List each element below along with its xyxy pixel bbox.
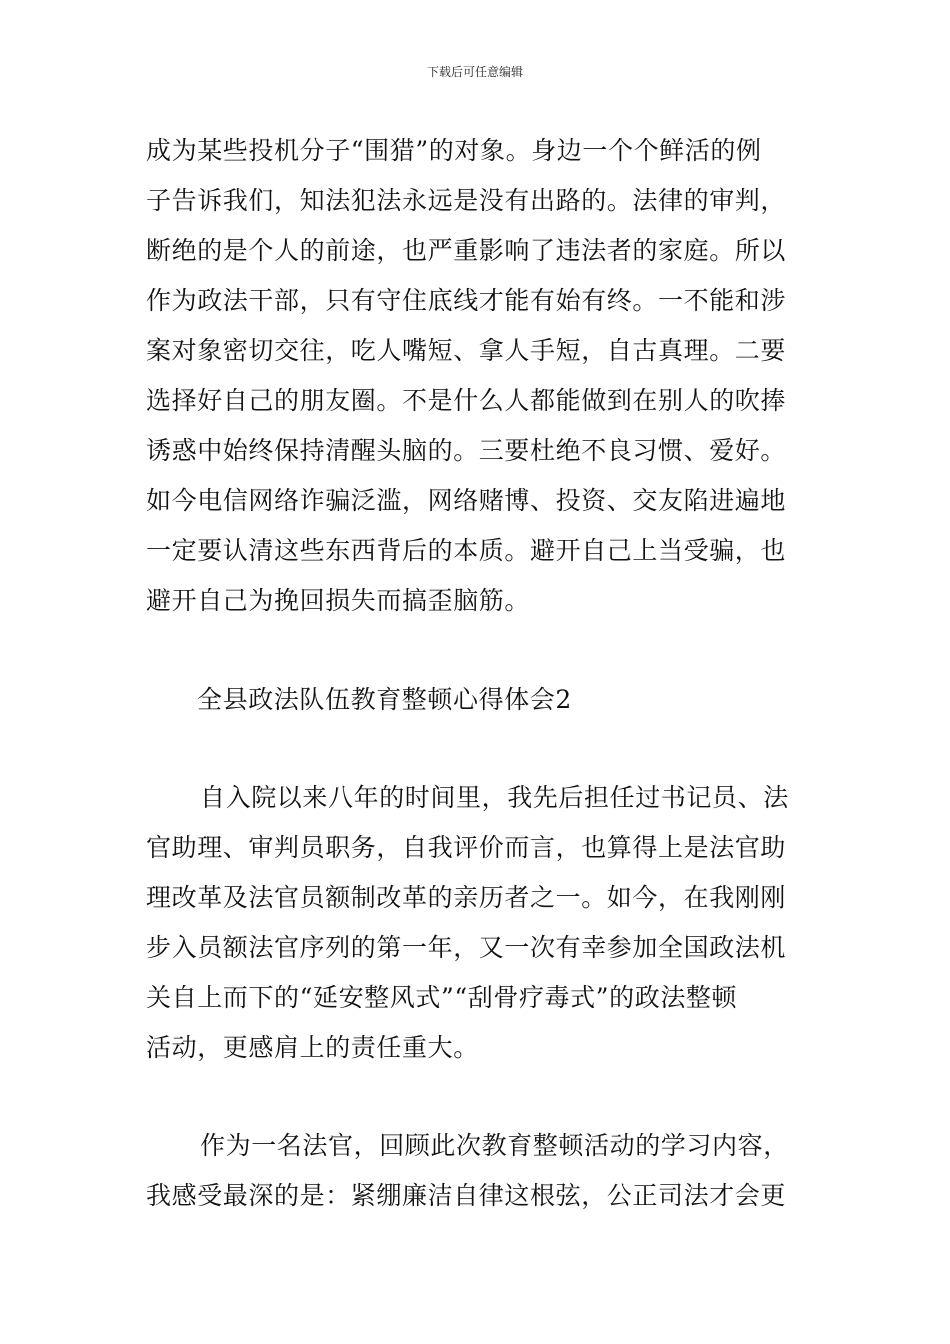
text-line: 案对象密切交往，吃人嘴短、拿人手短，自古真理。二要 <box>146 336 787 365</box>
text-line: 避开自己为挽回损失而搞歪脑筋。 <box>146 586 531 615</box>
text-line: 作为政法干部，只有守住底线才能有始有终。一不能和涉 <box>146 286 787 315</box>
text-line: 理改革及法官员额制改革的亲历者之一。如今，在我刚刚 <box>146 883 787 912</box>
text-line: 诱惑中始终保持清醒头脑的。三要杜绝不良习惯、爱好。 <box>146 436 787 465</box>
page-header: 下载后可任意编辑 <box>426 65 523 79</box>
text-line: 成为某些投机分子“围猎”的对象。身边一个个鲜活的例 <box>146 136 762 165</box>
text-line: 官助理、审判员职务，自我评价而言，也算得上是法官助 <box>146 833 787 862</box>
paragraph-2 <box>146 773 789 1073</box>
section-heading: 全县政法队伍教育整顿心得体会2 <box>197 685 572 714</box>
text-line: 选择好自己的朋友圈。不是什么人都能做到在别人的吹捧 <box>146 386 787 415</box>
text-line: 活动，更感肩上的责任重大。 <box>146 1033 479 1062</box>
text-line: 断绝的是个人的前途，也严重影响了违法者的家庭。所以 <box>146 236 787 265</box>
text-line: 一定要认清这些东西背后的本质。避开自己上当受骗，也 <box>146 536 787 565</box>
paragraph-1 <box>146 126 786 626</box>
text-line: 我感受最深的是：紧绷廉洁自律这根弦，公正司法才会更 <box>146 1181 787 1210</box>
text-line: 自入院以来八年的时间里，我先后担任过书记员、法 <box>200 783 789 812</box>
text-line: 关自上而下的“延安整风式”“刮骨疗毒式”的政法整顿 <box>146 983 738 1012</box>
text-line: 步入员额法官序列的第一年，又一次有幸参加全国政法机 <box>146 933 787 962</box>
text-line: 作为一名法官，回顾此次教育整顿活动的学习内容， <box>200 1131 789 1160</box>
paragraph-3 <box>146 1121 789 1221</box>
text-line: 如今电信网络诈骗泛滥，网络赌博、投资、交友陷进遍地 <box>146 486 787 515</box>
text-line: 子告诉我们，知法犯法永远是没有出路的。法律的审判， <box>146 186 787 215</box>
